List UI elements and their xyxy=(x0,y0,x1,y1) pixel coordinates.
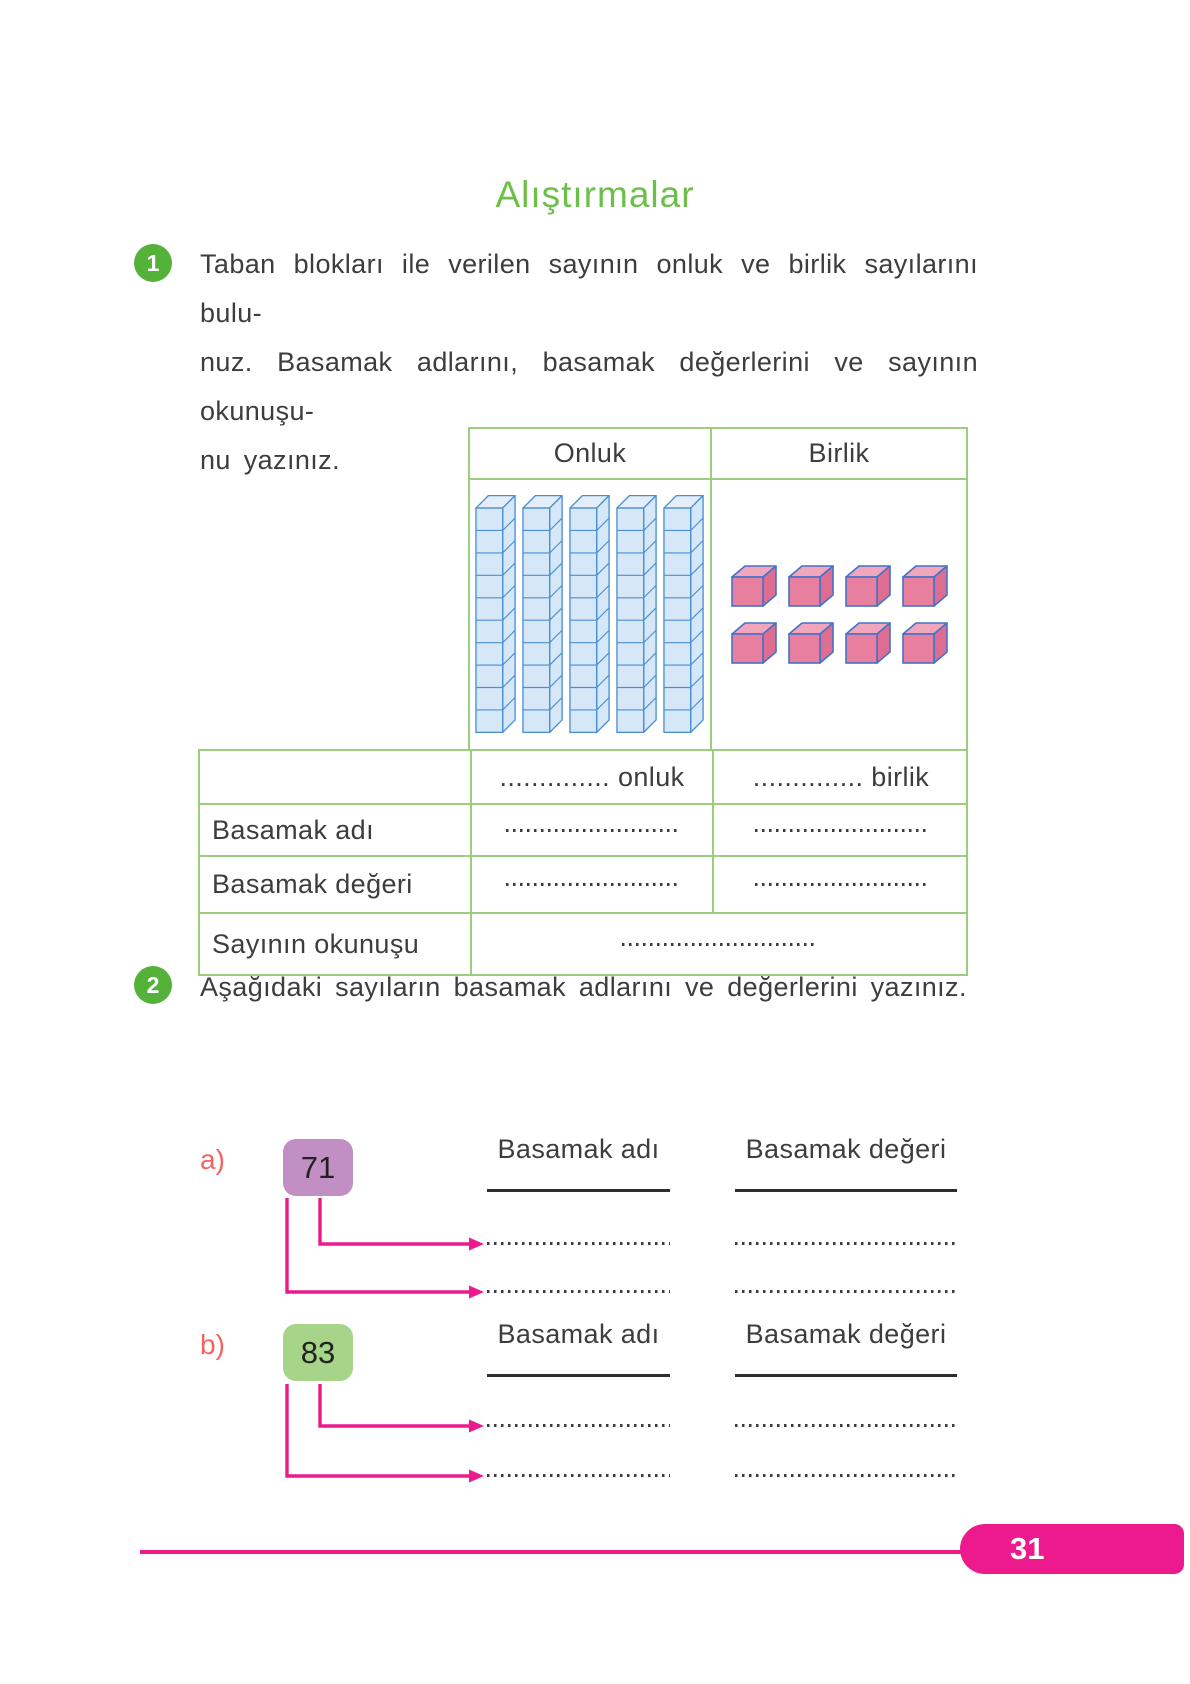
item-b-number-box: 83 xyxy=(283,1324,353,1381)
item-b-label: b) xyxy=(200,1329,225,1360)
tens-rod xyxy=(522,489,564,739)
ones-cube xyxy=(902,622,948,664)
answer-line[interactable] xyxy=(622,943,818,946)
empty-cell xyxy=(200,751,470,803)
ones-cube xyxy=(731,565,777,607)
tens-rod xyxy=(616,489,658,739)
answer-cell[interactable] xyxy=(470,803,712,855)
header-underline xyxy=(735,1374,957,1377)
column-header-place-name: Basamak adı xyxy=(497,1319,660,1349)
answer-line[interactable] xyxy=(735,1290,957,1293)
base-blocks-table-header xyxy=(470,429,966,480)
ones-cube xyxy=(845,565,891,607)
column-header-place-value: Basamak değeri xyxy=(745,1134,947,1164)
answer-cell[interactable] xyxy=(470,912,968,974)
page-title: Alıştırmalar xyxy=(495,174,695,215)
answer-line[interactable] xyxy=(735,1242,957,1245)
row-label-reading: Sayının okunuşu xyxy=(200,912,470,974)
ones-cubes xyxy=(710,480,966,749)
column-header-place-value: Basamak değeri xyxy=(745,1319,947,1349)
ones-cube xyxy=(902,565,948,607)
tens-rods xyxy=(470,480,710,749)
row-label-place-name: Basamak adı xyxy=(200,803,470,855)
base-blocks-table xyxy=(468,427,968,751)
ones-cube xyxy=(788,565,834,607)
tens-rod xyxy=(663,489,705,739)
ones-column-header: Birlik xyxy=(710,429,966,478)
answer-line[interactable] xyxy=(487,1242,670,1245)
item-a-number-box: 71 xyxy=(283,1139,353,1196)
tens-column-header: Onluk xyxy=(553,438,627,468)
exercise2-instructions: Aşağıdaki sayıların basamak adlarını ve değerlerini yazınız. xyxy=(200,972,967,1002)
answer-line[interactable] xyxy=(487,1424,670,1427)
answer-cell[interactable] xyxy=(712,803,968,855)
ones-cube xyxy=(788,622,834,664)
header-underline xyxy=(735,1189,957,1192)
answer-line[interactable] xyxy=(487,1474,670,1477)
instruction-line: nuz. Basamak adlarını, basamak değerlerini ve sayının okunuşu- xyxy=(200,347,978,426)
answer-cell[interactable] xyxy=(470,855,712,912)
answer-cell[interactable] xyxy=(712,855,968,912)
tens-rod xyxy=(475,489,517,739)
item-a-label: a) xyxy=(200,1144,225,1175)
header-underline xyxy=(487,1374,670,1377)
item-b-arrows xyxy=(280,1384,486,1484)
tens-rod xyxy=(569,489,611,739)
ones-cube xyxy=(845,622,891,664)
ones-count-cell[interactable]: .............. birlik xyxy=(712,751,968,803)
answer-table xyxy=(198,749,968,976)
footer-rule xyxy=(140,1550,962,1554)
answer-line[interactable] xyxy=(735,1424,957,1427)
answer-line[interactable] xyxy=(755,883,927,886)
instruction-line: Taban blokları ile verilen sayının onluk ve birlik sayılarını bulu- xyxy=(200,249,978,328)
answer-line[interactable] xyxy=(487,1290,670,1293)
answer-line[interactable] xyxy=(735,1474,957,1477)
ones-cube xyxy=(731,622,777,664)
exercise2-number-badge: 2 xyxy=(134,966,172,1004)
tens-count-cell[interactable]: .............. onluk xyxy=(470,751,712,803)
item-a-arrows xyxy=(280,1198,486,1302)
exercise1-number-badge: 1 xyxy=(134,244,172,282)
instruction-line: nu yazınız. xyxy=(200,445,340,475)
page-number-tab: 31 xyxy=(960,1524,1184,1574)
column-header-place-name: Basamak adı xyxy=(497,1134,660,1164)
answer-line[interactable] xyxy=(506,829,678,832)
base-blocks-area xyxy=(470,480,966,749)
header-underline xyxy=(487,1189,670,1192)
answer-line[interactable] xyxy=(755,829,927,832)
row-label-place-value: Basamak değeri xyxy=(200,855,470,912)
answer-line[interactable] xyxy=(506,883,678,886)
